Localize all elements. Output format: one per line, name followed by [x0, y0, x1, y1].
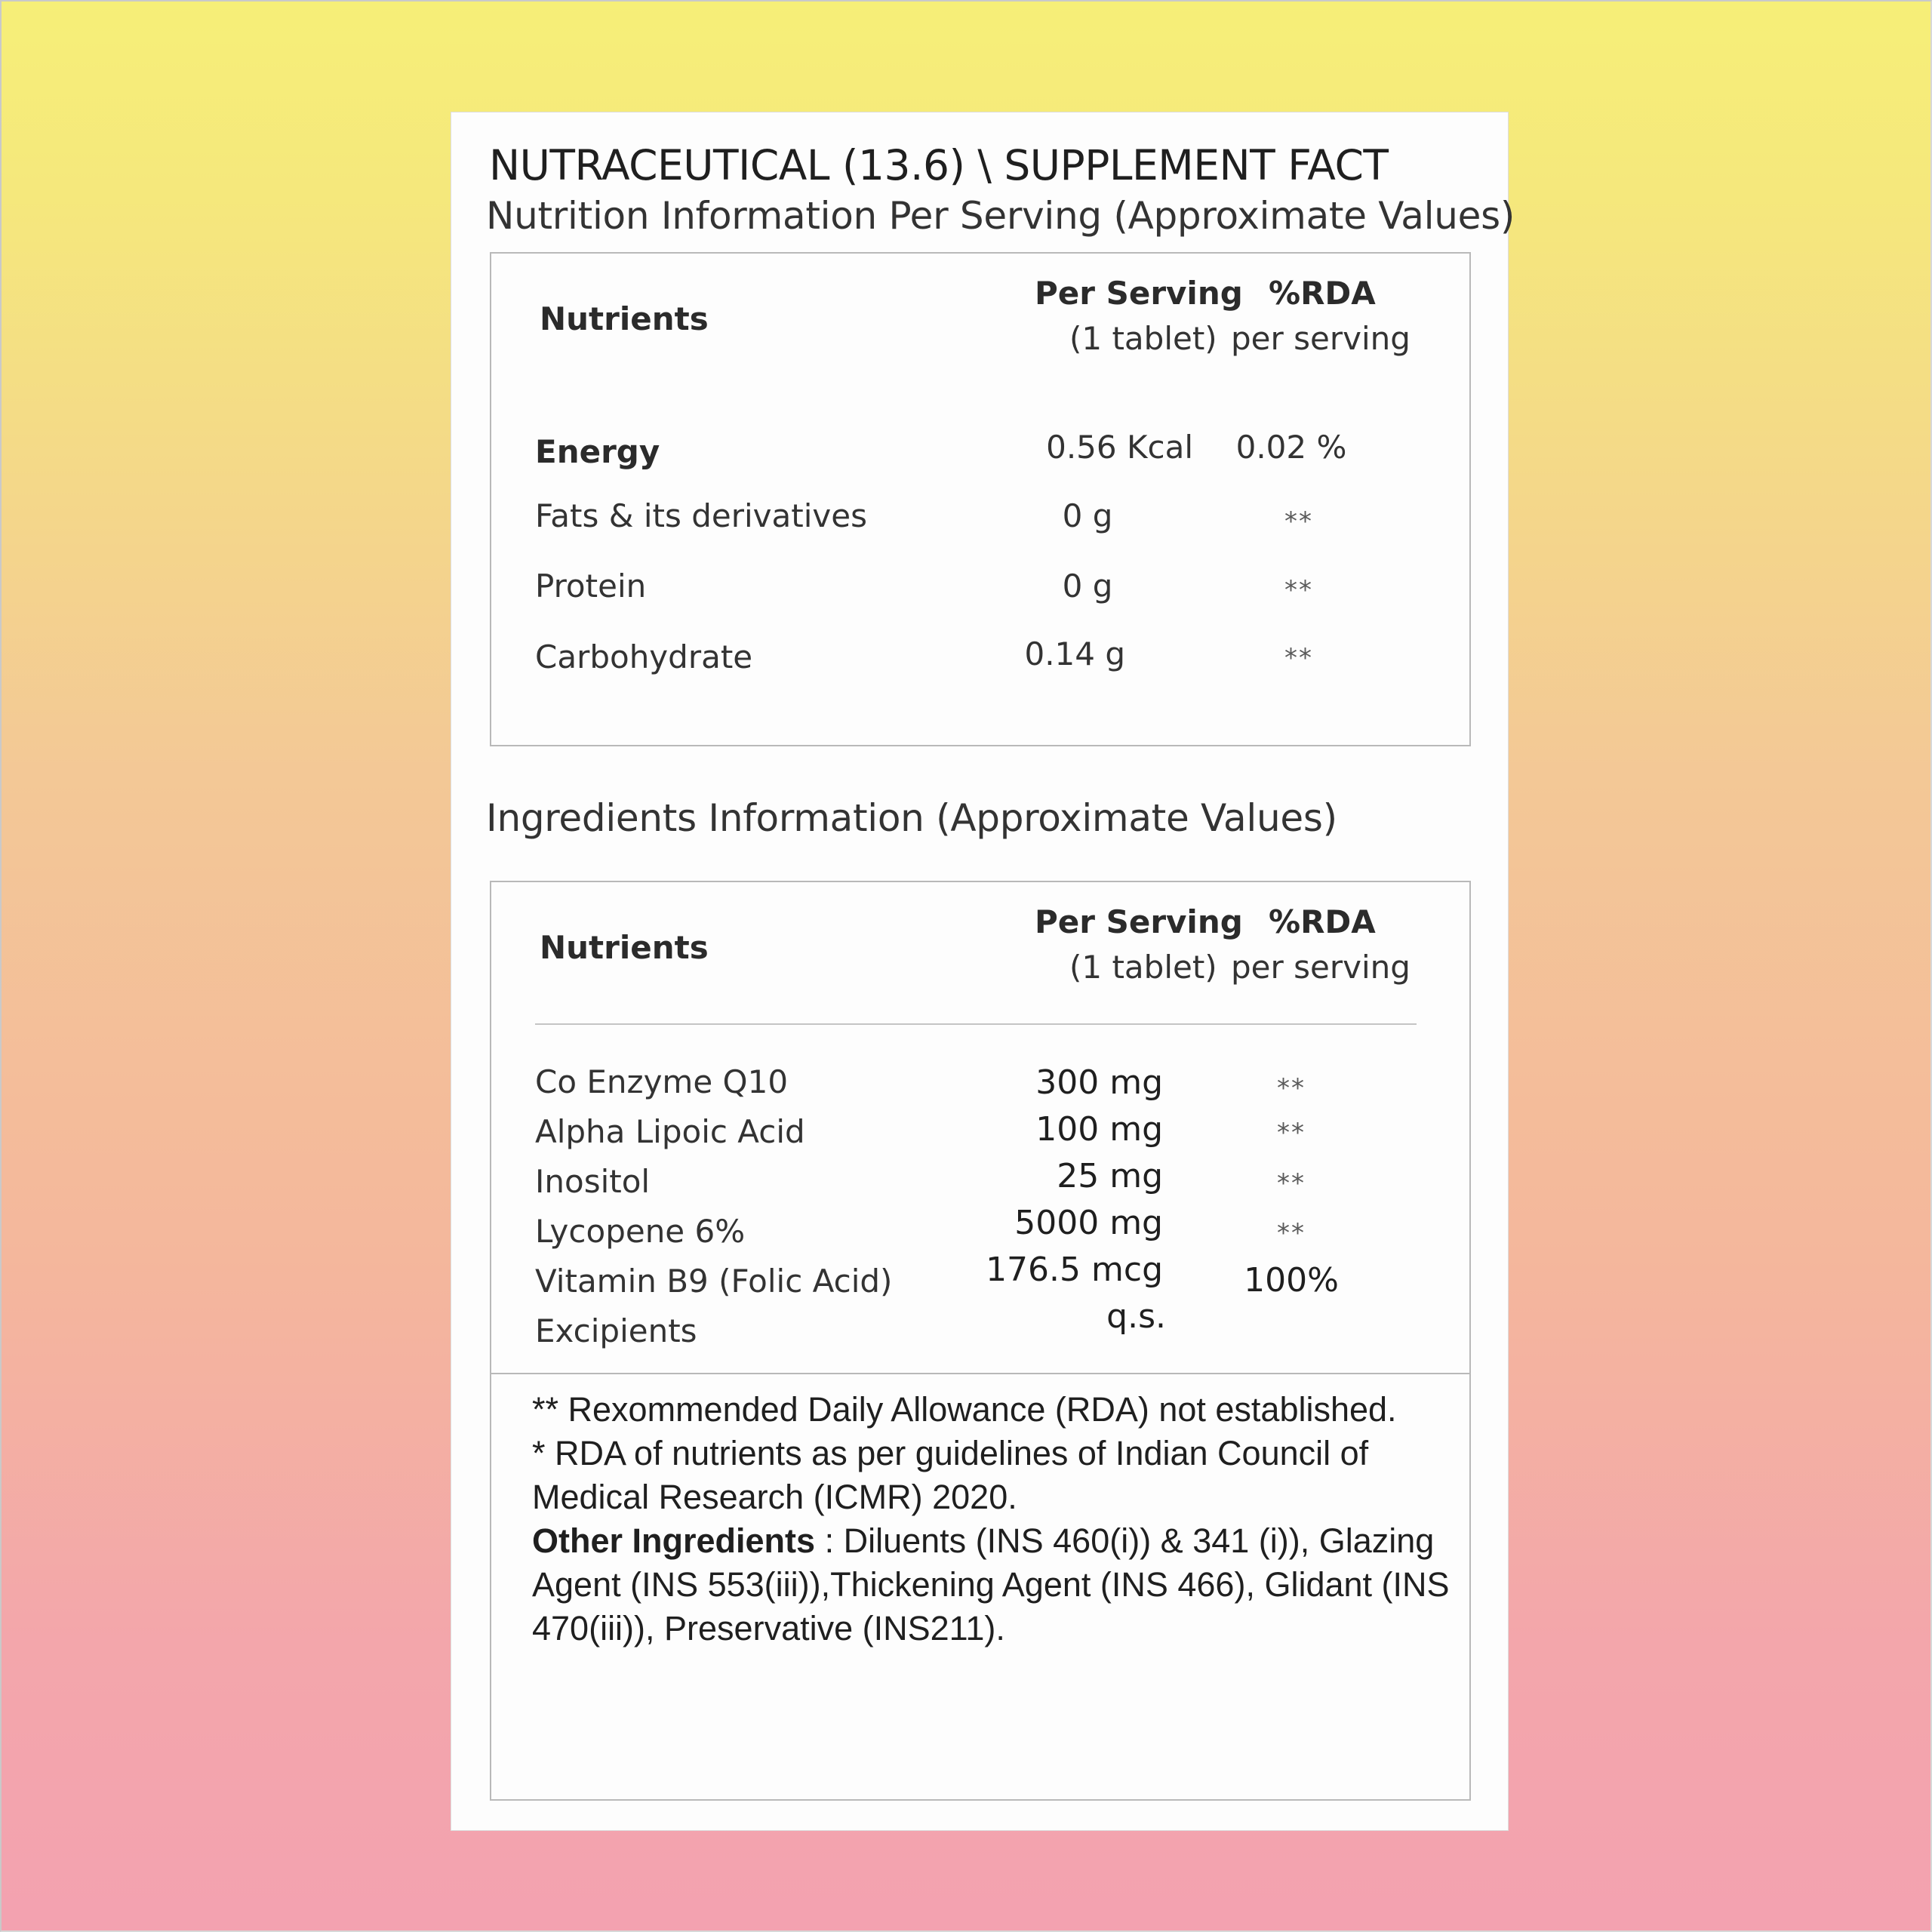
- ingredients-col-rda-sub: per serving: [1231, 949, 1411, 986]
- nutrition-col-per-serving-sub: (1 tablet): [1069, 320, 1217, 357]
- ingredients-heading: Ingredients Information (Approximate Values): [486, 796, 1337, 840]
- ingredient-row-amount: 176.5 mcg: [986, 1251, 1163, 1289]
- nutrition-col-rda-sub: per serving: [1231, 320, 1411, 357]
- ingredient-row-rda: **: [1277, 1073, 1306, 1103]
- nutrition-row-amount: 0 g: [1062, 568, 1113, 605]
- ingredient-row-name: Excipients: [535, 1312, 697, 1349]
- ingredient-row-name: Alpha Lipoic Acid: [535, 1113, 805, 1150]
- nutrition-row-rda: **: [1284, 643, 1313, 673]
- ingredient-row-rda: 100%: [1244, 1261, 1339, 1300]
- ingredient-row-amount: 25 mg: [1057, 1157, 1163, 1195]
- nutrition-row-name: Energy: [535, 433, 660, 470]
- ingredient-row-amount: q.s.: [1106, 1297, 1166, 1336]
- nutrition-row-name: Carbohydrate: [535, 638, 753, 675]
- ingredients-col-per-serving-sub: (1 tablet): [1069, 949, 1217, 986]
- ingredient-row-rda: **: [1277, 1218, 1306, 1248]
- ingredients-col-per-serving: Per Serving: [1035, 903, 1243, 940]
- nutrition-col-nutrients: Nutrients: [540, 300, 709, 337]
- ingredient-row-amount: 100 mg: [1035, 1110, 1163, 1149]
- nutrition-row-rda: **: [1284, 575, 1313, 605]
- ingredient-row-name: Lycopene 6%: [535, 1213, 746, 1250]
- supplement-facts-card: [451, 112, 1515, 1831]
- other-ingredients-text: : Diluents (INS 460(i)) & 341 (i)), Glazing Agent (INS 553(iii)),Thickening Agent (INS 466), Glidant (INS 470(iii)), Preservative (INS211).: [532, 1521, 1450, 1647]
- ingredient-row-name: Vitamin B9 (Folic Acid): [535, 1263, 893, 1300]
- ingredients-table: [490, 881, 1471, 1801]
- ingredient-row-name: Co Enzyme Q10: [535, 1063, 789, 1100]
- nutrition-heading: Nutrition Information Per Serving (Approximate Values): [486, 194, 1515, 238]
- nutrition-col-per-serving: Per Serving: [1035, 275, 1243, 312]
- nutrition-table: [490, 252, 1471, 746]
- rda-not-established-note: ** Rexommended Daily Allowance (RDA) not established.: [532, 1390, 1397, 1429]
- ingredient-row-amount: 5000 mg: [1014, 1204, 1163, 1242]
- nutrition-col-rda: %RDA: [1269, 275, 1376, 312]
- nutrition-row-amount: 0 g: [1062, 497, 1113, 534]
- ingredient-row-amount: 300 mg: [1035, 1063, 1163, 1102]
- nutrition-row-amount: 0.56 Kcal: [1046, 429, 1193, 466]
- ingredients-col-rda: %RDA: [1269, 903, 1376, 940]
- ingredient-row-rda: **: [1277, 1168, 1306, 1198]
- footnotes: [532, 1388, 1453, 1651]
- ingredients-col-nutrients: Nutrients: [540, 929, 709, 966]
- ingredient-row-name: Inositol: [535, 1163, 651, 1200]
- other-ingredients-label: Other Ingredients: [532, 1521, 816, 1560]
- nutrition-row-rda: **: [1284, 506, 1313, 537]
- nutrition-row-name: Fats & its derivatives: [535, 497, 867, 534]
- icmr-guideline-note: * RDA of nutrients as per guidelines of Indian Council of Medical Research (ICMR) 2020.: [532, 1434, 1369, 1516]
- header-divider: [535, 1023, 1417, 1025]
- nutrition-row-name: Protein: [535, 568, 647, 605]
- ingredient-row-rda: **: [1277, 1118, 1306, 1148]
- nutrition-row-amount: 0.14 g: [1024, 635, 1125, 672]
- footnote-divider: [491, 1373, 1469, 1374]
- nutrition-row-rda: 0.02 %: [1235, 429, 1347, 466]
- other-ingredients: [532, 1519, 1453, 1651]
- page-title: NUTRACEUTICAL (13.6) \ SUPPLEMENT FACT: [489, 141, 1389, 189]
